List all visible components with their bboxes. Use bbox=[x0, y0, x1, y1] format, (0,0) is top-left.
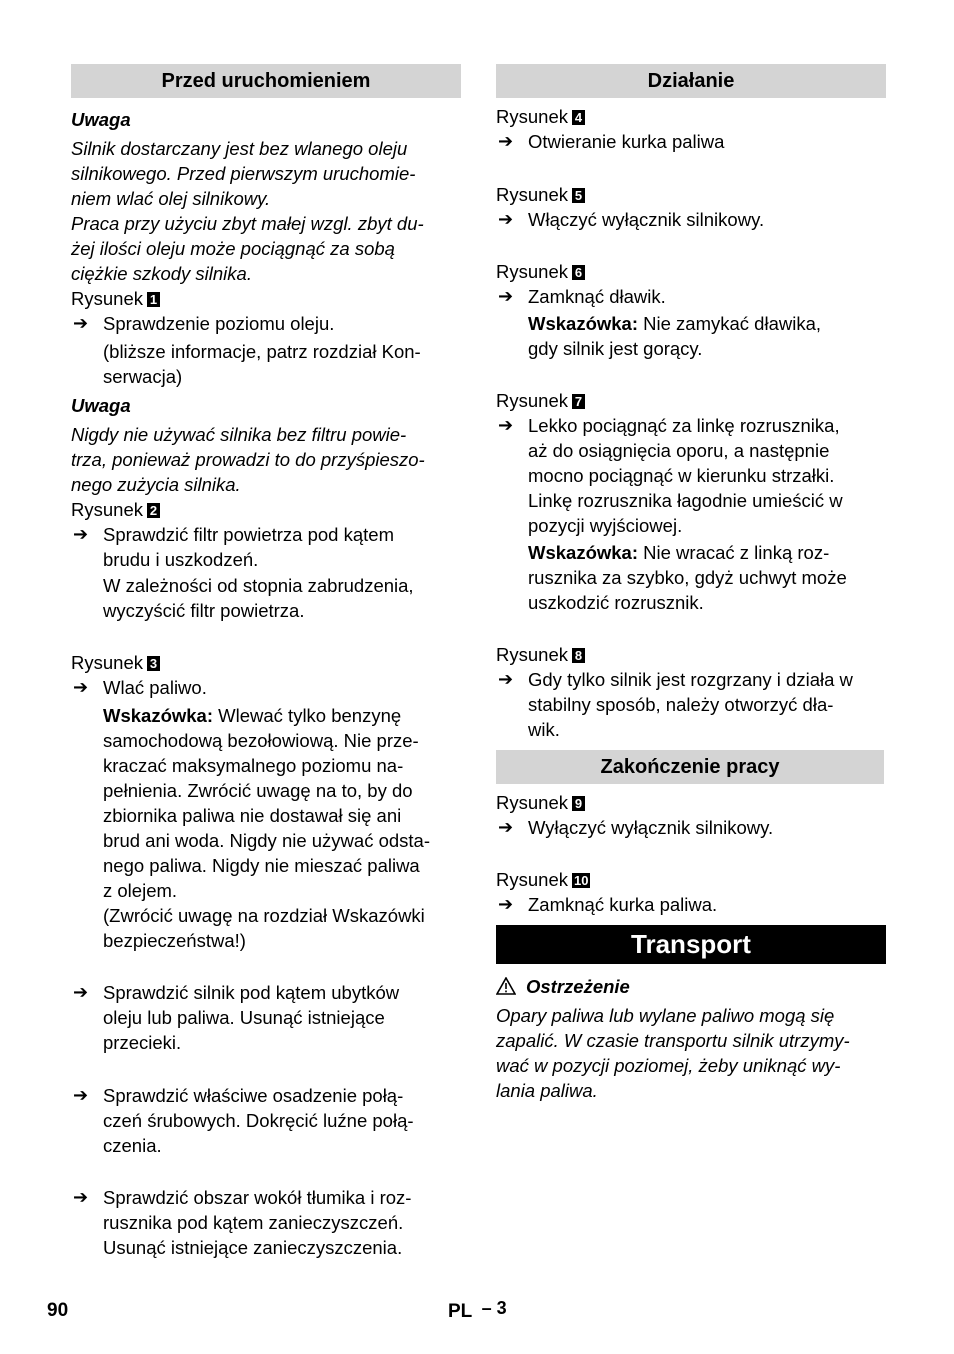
step-item: ➔ Wlać paliwo. bbox=[73, 677, 207, 698]
hint-label: Wskazówka: bbox=[103, 705, 214, 726]
arrow-icon: ➔ bbox=[498, 669, 514, 689]
step-item: ➔ Włączyć wyłącznik silnikowy. bbox=[498, 209, 765, 230]
section-number: – 3 bbox=[481, 1298, 507, 1318]
figure-reference: Rysunek 6 bbox=[496, 259, 886, 284]
step-item: ➔ Sprawdzenie poziomu oleju. bbox=[73, 313, 335, 334]
step-details: W zależności od stopnia zabrudzenia, wyczyścić filtr powietrza. bbox=[103, 575, 414, 621]
figure-reference: Rysunek 9 bbox=[496, 790, 886, 815]
hint-label: Wskazówka: bbox=[528, 313, 639, 334]
step-item: ➔ Sprawdzić silnik pod kątem ubytków oleju lub paliwa. Usunąć istniejące przecieki. bbox=[73, 982, 400, 1053]
section-header-end-of-work: Zakończenie pracy bbox=[496, 750, 884, 784]
figure-reference: Rysunek 7 bbox=[496, 388, 886, 413]
figure-reference: Rysunek 2 bbox=[71, 497, 461, 522]
step-item: ➔ Wyłączyć wyłącznik silnikowy. bbox=[498, 817, 774, 838]
page-number: 90 bbox=[47, 1300, 69, 1321]
note-text: Silnik dostarczany jest bez wlanego oleju silnikowego. Przed pierwszym uruchomie- niem wlać olej silnikowy. Praca przy użyciu zbyt małej wzgl. zbyt du- żej ilości oleju może pociągnąć za sobą ciężkie szkody silnika. bbox=[71, 138, 424, 284]
arrow-icon: ➔ bbox=[498, 894, 514, 914]
section-header-transport: Transport bbox=[496, 925, 886, 964]
arrow-icon: ➔ bbox=[73, 1085, 89, 1105]
warning-text: Opary paliwa lub wylane paliwo mogą się zapalić. W czasie transportu silnik utrzymy- wać w pozycji poziomej, żeby uniknąć wy- lania paliwa. bbox=[496, 1005, 850, 1101]
hint-block: Wskazówka: Wlewać tylko benzynę samochodową bezołowiową. Nie prze- kraczać maksymalnego poziomu na- pełnienia. Zwrócić uwagę na to, by do zbiornika paliwa nie dostawał się ani brud ani woda. Nigdy nie używać odsta- nego paliwa. Nigdy nie mieszać paliwa z olejem. (Zwrócić uwagę na rozdział Wskazówki bezpieczeństwa!) bbox=[103, 705, 431, 951]
step-details: (bliższe informacje, patrz rozdział Kon- serwacja) bbox=[103, 341, 421, 387]
arrow-icon: ➔ bbox=[73, 677, 89, 697]
figure-number: 1 bbox=[147, 292, 160, 307]
figure-number: 2 bbox=[147, 503, 160, 518]
right-column bbox=[496, 64, 886, 1103]
hint-block: Wskazówka: Nie zamykać dławika, gdy silnik jest gorący. bbox=[528, 313, 822, 359]
step-item: ➔ Sprawdzić filtr powietrza pod kątem brudu i uszkodzeń. bbox=[73, 524, 394, 570]
warning-title: Ostrzeżenie bbox=[496, 974, 886, 999]
figure-reference: Rysunek 5 bbox=[496, 182, 886, 207]
hint-block: Wskazówka: Nie wracać z linką roz- rusznika za szybko, gdyż uchwyt może uszkodzić rozrusznik. bbox=[528, 542, 847, 613]
figure-number: 9 bbox=[572, 796, 585, 811]
note-title: Uwaga bbox=[71, 395, 131, 416]
arrow-icon: ➔ bbox=[73, 1187, 89, 1207]
step-item: ➔ Lekko pociągnąć za linkę rozrusznika, aż do osiągnięcia oporu, a następnie mocno pociągnąć w kierunku strzałki. Linkę rozrusznika łagodnie umieścić w pozycji wyjściowej. bbox=[498, 415, 843, 536]
figure-number: 5 bbox=[572, 188, 585, 203]
figure-reference: Rysunek 8 bbox=[496, 642, 886, 667]
arrow-icon: ➔ bbox=[73, 313, 89, 333]
figure-reference: Rysunek 4 bbox=[496, 104, 886, 129]
note-text: Nigdy nie używać silnika bez filtru powie- trza, ponieważ prowadzi to do przyśpieszo- nego zużycia silnika. bbox=[71, 424, 425, 495]
note-title: Uwaga bbox=[71, 109, 131, 130]
language-code: PL bbox=[448, 1301, 473, 1322]
step-item: ➔ Sprawdzić obszar wokół tłumika i roz- rusznika pod kątem zanieczyszczeń. Usunąć istniejące zanieczyszczenia. bbox=[73, 1187, 412, 1258]
figure-number: 6 bbox=[572, 265, 585, 280]
section-header-before-start: Przed uruchomieniem bbox=[71, 64, 461, 98]
arrow-icon: ➔ bbox=[498, 131, 514, 151]
section-header-operation: Działanie bbox=[496, 64, 886, 98]
arrow-icon: ➔ bbox=[73, 524, 89, 544]
figure-number: 3 bbox=[147, 656, 160, 671]
page-footer-label bbox=[448, 1296, 507, 1324]
arrow-icon: ➔ bbox=[498, 286, 514, 306]
arrow-icon: ➔ bbox=[498, 209, 514, 229]
figure-reference: Rysunek 10 bbox=[496, 869, 589, 890]
figure-number: 4 bbox=[572, 110, 585, 125]
figure-reference: Rysunek 1 bbox=[71, 286, 461, 311]
step-item: ➔ Zamknąć dławik. bbox=[498, 286, 666, 307]
step-item: ➔ Sprawdzić właściwe osadzenie połą- czeń śrubowych. Dokręcić luźne połą- czenia. bbox=[73, 1085, 414, 1156]
hint-label: Wskazówka: bbox=[528, 542, 639, 563]
arrow-icon: ➔ bbox=[498, 415, 514, 435]
left-column bbox=[71, 64, 461, 1260]
figure-number: 10 bbox=[573, 873, 589, 888]
step-item: ➔ Zamknąć kurka paliwa. bbox=[498, 894, 718, 915]
arrow-icon: ➔ bbox=[498, 817, 514, 837]
step-item: ➔ Otwieranie kurka paliwa bbox=[498, 131, 725, 152]
figure-number: 7 bbox=[572, 394, 585, 409]
warning-triangle-icon bbox=[496, 977, 516, 995]
step-item: ➔ Gdy tylko silnik jest rozgrzany i działa w stabilny sposób, należy otworzyć dła- wik. bbox=[498, 669, 853, 740]
figure-number: 8 bbox=[572, 648, 585, 663]
figure-reference: Rysunek 3 bbox=[71, 650, 461, 675]
arrow-icon: ➔ bbox=[73, 982, 89, 1002]
